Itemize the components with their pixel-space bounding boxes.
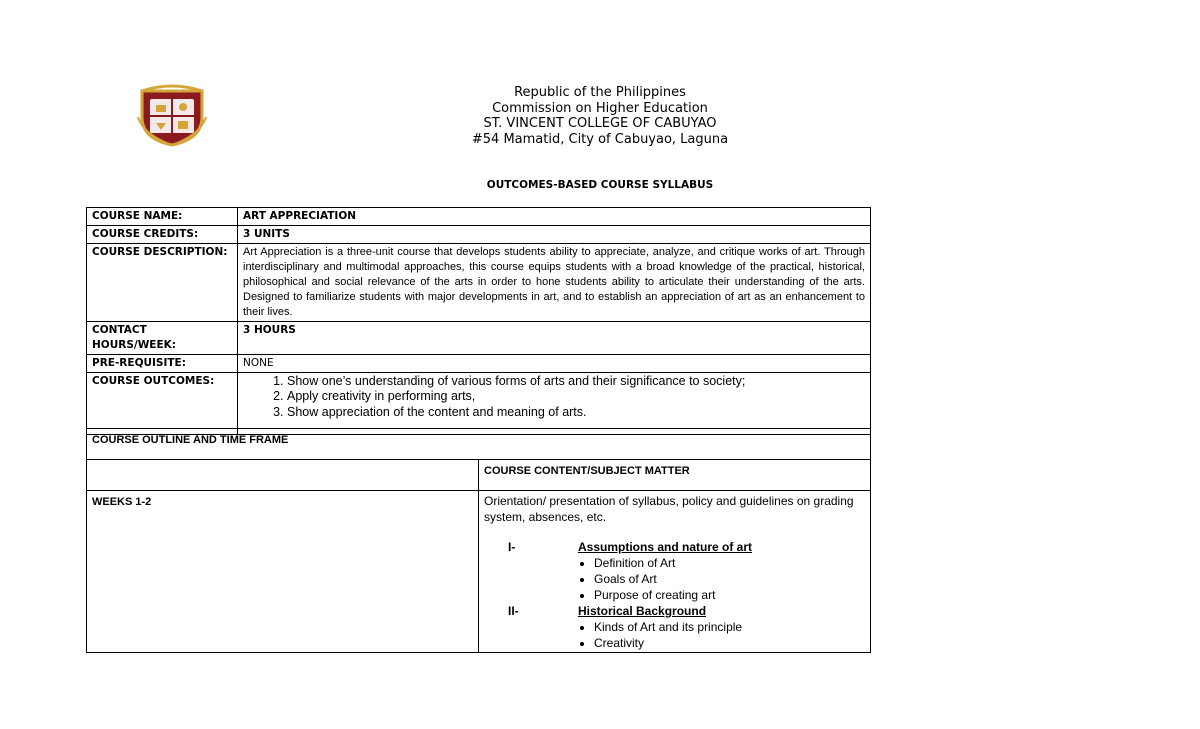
course-description-label: COURSE DESCRIPTION: xyxy=(87,244,238,322)
table-row xyxy=(87,322,871,355)
topic-numeral: II- xyxy=(508,604,519,618)
contact-hours-value: 3 HOURS xyxy=(238,322,871,355)
empty-header-cell xyxy=(87,460,479,491)
syllabus-title: OUTCOMES-BASED COURSE SYLLABUS xyxy=(486,179,714,191)
prerequisite-value: NONE xyxy=(238,355,871,373)
list-item: 1. Show one’s understanding of various forms of arts and their significance to society; xyxy=(287,374,865,389)
table-row xyxy=(87,491,871,653)
list-item: • Purpose of creating art xyxy=(594,587,865,603)
topic-row xyxy=(484,539,865,555)
orientation-text: Orientation/ presentation of syllabus, policy and guidelines on grading system, absences, etc. xyxy=(484,494,854,524)
header-line-college: ST. VINCENT COLLEGE OF CABUYAO xyxy=(483,116,717,131)
table-row xyxy=(87,244,871,322)
list-item: 3. Show appreciation of the content and meaning of arts. xyxy=(287,405,865,420)
content-header: COURSE CONTENT/SUBJECT MATTER xyxy=(479,460,871,491)
contact-hours-label: CONTACT HOURS/WEEK: xyxy=(87,322,238,355)
outline-title: COURSE OUTLINE AND TIME FRAME xyxy=(87,429,871,460)
weeks-content xyxy=(479,491,871,653)
table-row xyxy=(87,355,871,373)
table-row xyxy=(87,226,871,244)
course-credits-label: COURSE CREDITS: xyxy=(87,226,238,244)
topic-numeral: I- xyxy=(508,540,516,554)
header-line-republic: Republic of the Philippines xyxy=(514,85,686,100)
list-item: • Creativity xyxy=(594,635,865,651)
course-name-value: ART APPRECIATION xyxy=(238,208,871,226)
course-description-value: Art Appreciation is a three-unit course that develops students ability to appreciate, analyze, and critique works of art. Through interdisciplinary and multimodal approaches, this course equips students with a broad knowledge of the practical, historical, philosophical and social relevance of the arts in order to hone students ability to articulate their understanding of the arts. Designed to familiarize students with major developments in art, and to establish an appreciation of art as an enhancement to their lives. xyxy=(238,244,871,322)
topic-items-list xyxy=(484,619,865,651)
course-outcomes-label: COURSE OUTCOMES: xyxy=(87,373,238,435)
list-item: 2. Apply creativity in performing arts, xyxy=(287,389,865,404)
course-outline-table xyxy=(86,428,871,653)
institution-header xyxy=(300,85,900,147)
course-name-label: COURSE NAME: xyxy=(87,208,238,226)
course-outcomes-list xyxy=(243,374,865,420)
course-credits-value: 3 UNITS xyxy=(238,226,871,244)
course-outcomes-cell xyxy=(238,373,871,435)
topic-title: Historical Background xyxy=(578,604,707,618)
weeks-label: WEEKS 1-2 xyxy=(87,491,479,653)
table-row xyxy=(87,373,871,435)
list-item: • Goals of Art xyxy=(594,571,865,587)
header-line-address: #54 Mamatid, City of Cabuyao, Laguna xyxy=(471,131,729,147)
college-seal-logo xyxy=(136,83,208,147)
list-item: • Definition of Art xyxy=(594,555,865,571)
table-row xyxy=(87,460,871,491)
topic-row xyxy=(484,603,865,619)
course-info-table xyxy=(86,207,871,435)
header-line-commission: Commission on Higher Education xyxy=(492,100,708,116)
topic-title: Assumptions and nature of art xyxy=(578,540,753,554)
list-item: • Kinds of Art and its principle xyxy=(594,619,865,635)
prerequisite-label: PRE-REQUISITE: xyxy=(87,355,238,373)
topic-items-list xyxy=(484,555,865,603)
table-row xyxy=(87,208,871,226)
table-row xyxy=(87,429,871,460)
